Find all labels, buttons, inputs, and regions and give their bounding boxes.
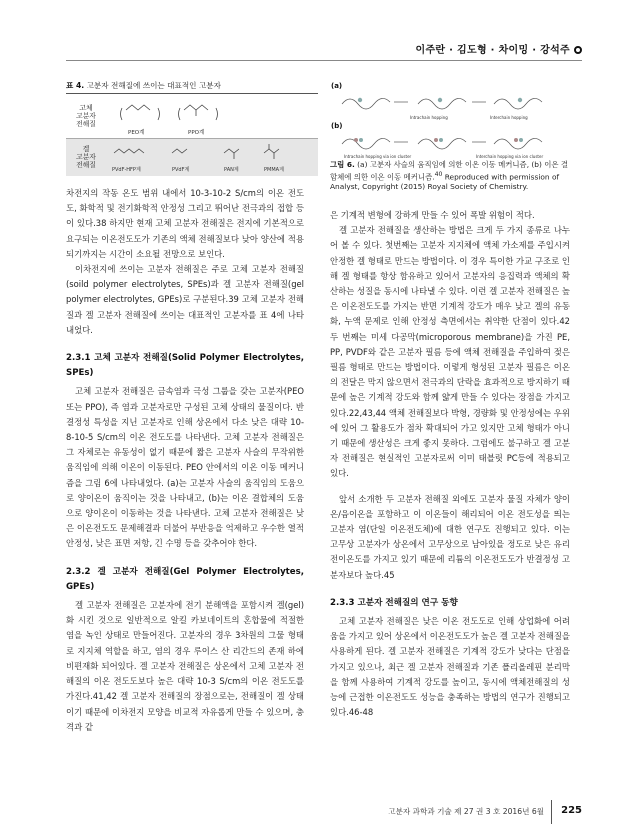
row-label-line: 고체 bbox=[79, 104, 93, 112]
paragraph: 이차전지에 쓰이는 고분자 전해질은 주로 고체 고분자 전해질(soild polymer electrolytes, SPEs)과 겔 고분자 전해질(gel polymer electrolytes, GPEs)로 구분된다.39 고체 고분자 전해질과 겔 고분자 전해질에 쓰이는 대표적인 고분자를 표 4에 나타내었다. bbox=[66, 264, 304, 335]
panel-label: (b) bbox=[331, 122, 343, 130]
header-rule bbox=[66, 60, 582, 61]
paragraph: 차전지의 작동 온도 범위 내에서 10-3-10-2 S/cm의 이온 전도도, 화학적 및 전기화학적 안정성 그리고 뛰어난 전극과의 접합 등이 있다.38 하지만 현재 고체 고분자 전해질은 전지에 기본적으로 요구되는 이온전도도가 기존의 액체 전해질보다 낮아 양산에 적용되기까지는 시간이 소요될 전망으로 보인다. bbox=[66, 188, 304, 259]
row-label-line: 겔 bbox=[82, 145, 90, 153]
section-heading: 2.3.3 고분자 전해질의 연구 동향 bbox=[330, 597, 458, 608]
polymer-label: PMMA계 bbox=[264, 167, 284, 173]
table-row-label bbox=[72, 104, 100, 128]
polymer-label: PAN계 bbox=[224, 167, 239, 173]
left-column bbox=[66, 186, 304, 735]
paragraph: 겔 고분자 전해질을 생산하는 방법은 크게 두 가지 종류로 나누어 볼 수 있다. 첫번째는 고분자 지지체에 액체 가소제를 주입시켜 안정한 겔 형태로 만드는 방법이다. 이 경우 특이한 가교 구조로 인해 겔 형태를 항상 함유하고 있어서 고분자의 응집력과 액체의 확산하는 성질을 동시에 나타낼 수 있다. 이런 겔 고분자 전해질은 높은 이온전도도를 가지는 반면 기계적 강도가 매우 낮고 겔의 유동화, 누액 문제로 인해 안정성 측면에서는 취약한 단점이 있다.42 두 번째는 미세 다공막(microporous membrane)을 가진 PE, PP, PVDF와 같은 고분자 필름 등에 액체 전해질을 주입하여 젖은 필름 형태로 만드는 방법이다. 이렇게 형성된 고분자 필름은 이온의 전달은 막지 않으면서 전극과의 단락을 효과적으로 방지하기 때문에 높은 기계적 강도와 함께 얇게 만들 수 있다는 장점을 가지고 있다.22,43,44 액체 전해질보다 박형, 경량화 및 안정성에는 우위에 있어 그 활용도가 점차 확대되어 가고 있지만 고체 형태가 아니기 때문에 생산성은 크게 좋지 못하다. 그럼에도 불구하고 겔 고분자 전해질은 현실적인 고분자로써 이미 태블릿 PC등에 적용되고 있다. bbox=[330, 225, 570, 479]
row-label-line: 전해질 bbox=[76, 161, 96, 169]
panel-label: (a) bbox=[331, 82, 343, 90]
table-row-label bbox=[72, 145, 100, 169]
polymer-table bbox=[66, 93, 318, 176]
panel-b-label: Intrachain hopping via ion cluster bbox=[344, 154, 412, 159]
paragraph: 은 기계적 변형에 강하게 만들 수 있어 폭발 위험이 적다. bbox=[330, 210, 535, 220]
paragraph: 겔 고분자 전해질은 고분자에 전기 분해액을 포함시켜 겔(gel)화 시킨 것으로 일반적으로 알킬 카보네이트의 혼합물에 적절한 염을 녹인 상태로 만들어진다. 고분자의 경우 3차원의 그물 형태로 지지체 역할을 하고, 염의 경우 루이스 산 리간드의 존재 하에 비편재화 되어있다. 겔 고분자 전해질은 상온에서 고체 고분자 전해질의 이온 전도도보다 높은 대략 10-3 S/cm의 이온 전도도를 가진다.41,42 겔 고분자 전해질의 장점으로는, 전해질이 겔 상태이기 때문에 이차전지 모양을 비교적 자유롭게 만들 수 있으며, 충격과 같 bbox=[66, 600, 304, 732]
paragraph: 고체 고분자 전해질은 낮은 이온 전도도로 인해 상업화에 어려움을 가지고 있어 상온에서 이온전도도가 높은 겔 고분자 전해질을 사용하게 된다. 겔 고분자 전해질은 기계적 강도가 낮다는 단점을 가지고 있으나, 최근 겔 고분자 전해질과 기존 폴리올레핀 분리막을 함께 사용하여 기계적 강도를 높이고, 동시에 액체전해질의 성능에 근접한 이온전도도 성능을 충족하는 방법의 연구가 진행되고 있다.46-48 bbox=[330, 616, 570, 718]
header-authors: 이주란 · 김도형 · 차이밍 · 강석주 bbox=[415, 41, 582, 56]
right-column bbox=[330, 208, 570, 721]
polymer-label: PEO계 bbox=[128, 130, 145, 136]
paragraph: 앞서 소개한 두 고분자 전해질 외에도 고분자 물질 자체가 양이온/음이온을 포함하고 이 이온들이 해리되어 이온 전도성을 띄는 고분자 염(단일 이온전도체)에 대한 연구도 진행되고 있다. 이는 고무상 고분자가 상온에서 고무상으로 남아있을 정도로 낮은 유리전이온도를 가지고 있기 때문에 리튬의 이온전도도가 반결정성 고분자보다 높다.45 bbox=[330, 493, 570, 580]
table-caption: 표 4. 고분자 전해질에 쓰이는 대표적인 고분자 bbox=[66, 81, 221, 90]
table-row bbox=[66, 94, 318, 139]
page-number: 225 bbox=[561, 805, 582, 816]
circle-bullet-icon bbox=[574, 46, 582, 54]
page-header bbox=[0, 0, 622, 62]
panel-a-label: Intrachain hopping bbox=[410, 115, 448, 120]
row-label-line: 전해질 bbox=[76, 120, 96, 128]
gel-polymer-structures bbox=[106, 141, 316, 175]
section-heading: 2.3.2 겔 고분자 전해질(Gel Polymer Electrolytes, GPEs) bbox=[66, 566, 304, 592]
table-row bbox=[66, 139, 318, 176]
polymer-label: PVdF-HFP계 bbox=[112, 167, 141, 173]
row-label-line: 고분자 bbox=[76, 153, 96, 161]
footer-divider bbox=[551, 800, 552, 824]
polymer-label: PPO계 bbox=[188, 130, 205, 136]
journal-info: 고분자 과학과 기술 제 27 권 3 호 2016년 6월 bbox=[388, 807, 544, 816]
paragraph: 고체 고분자 전해질은 금속염과 극성 그룹을 갖는 고분자(PEO 또는 PPO), 즉 염과 고분자로만 구성된 고체 상태의 물질이다. 반결정성 특성을 지닌 고분자로 인해 상온에서 다소 낮은 대략 10-8-10-5 S/cm의 이온 전도도를 나타낸다. 고체 고분자 전해질은 그 자체로는 유동성이 없기 때문에 짧은 고분자 사슬의 무작위한 움직임에 의해 이온이 이동된다. PEO 안에서의 이온 이동 메커니즘을 그림 6에 나타내었다. (a)는 고분자 사슬의 움직임의 도움으로 양이온이 움직이는 것을 나타내고, (b)는 이온 결합체의 도움으로 양이온이 이동하는 것을 나타낸다. 고체 고분자 전해질은 낮은 이온전도도 문제해결과 더불어 부반응을 억제하고 우수한 열적 안정성, 낮은 표면 저항, 긴 수명 등을 갖추어야 한다. bbox=[66, 386, 304, 549]
solid-polymer-structures bbox=[106, 96, 316, 138]
section-heading: 2.3.1 고체 고분자 전해질(Solid Polymer Electrolytes, SPEs) bbox=[66, 353, 304, 379]
figure-caption: 그림 6. (a) 고분자 사슬의 움직임에 의한 이온 이동 메커니즘, (b) 이온 결합체에 의한 이온 이동 메커니즘.$^{40}$ Reproduced with permission of Analyst, Copyright (2015) Royal Society of Chemistry. bbox=[330, 160, 568, 192]
ion-hopping-diagram bbox=[330, 80, 570, 160]
panel-b-label: Interchain hopping via ion cluster bbox=[476, 154, 544, 159]
panel-a-label: Interchain hopping bbox=[490, 115, 528, 120]
row-label-line: 고분자 bbox=[76, 112, 96, 120]
polymer-label: PVdF계 bbox=[172, 167, 190, 173]
